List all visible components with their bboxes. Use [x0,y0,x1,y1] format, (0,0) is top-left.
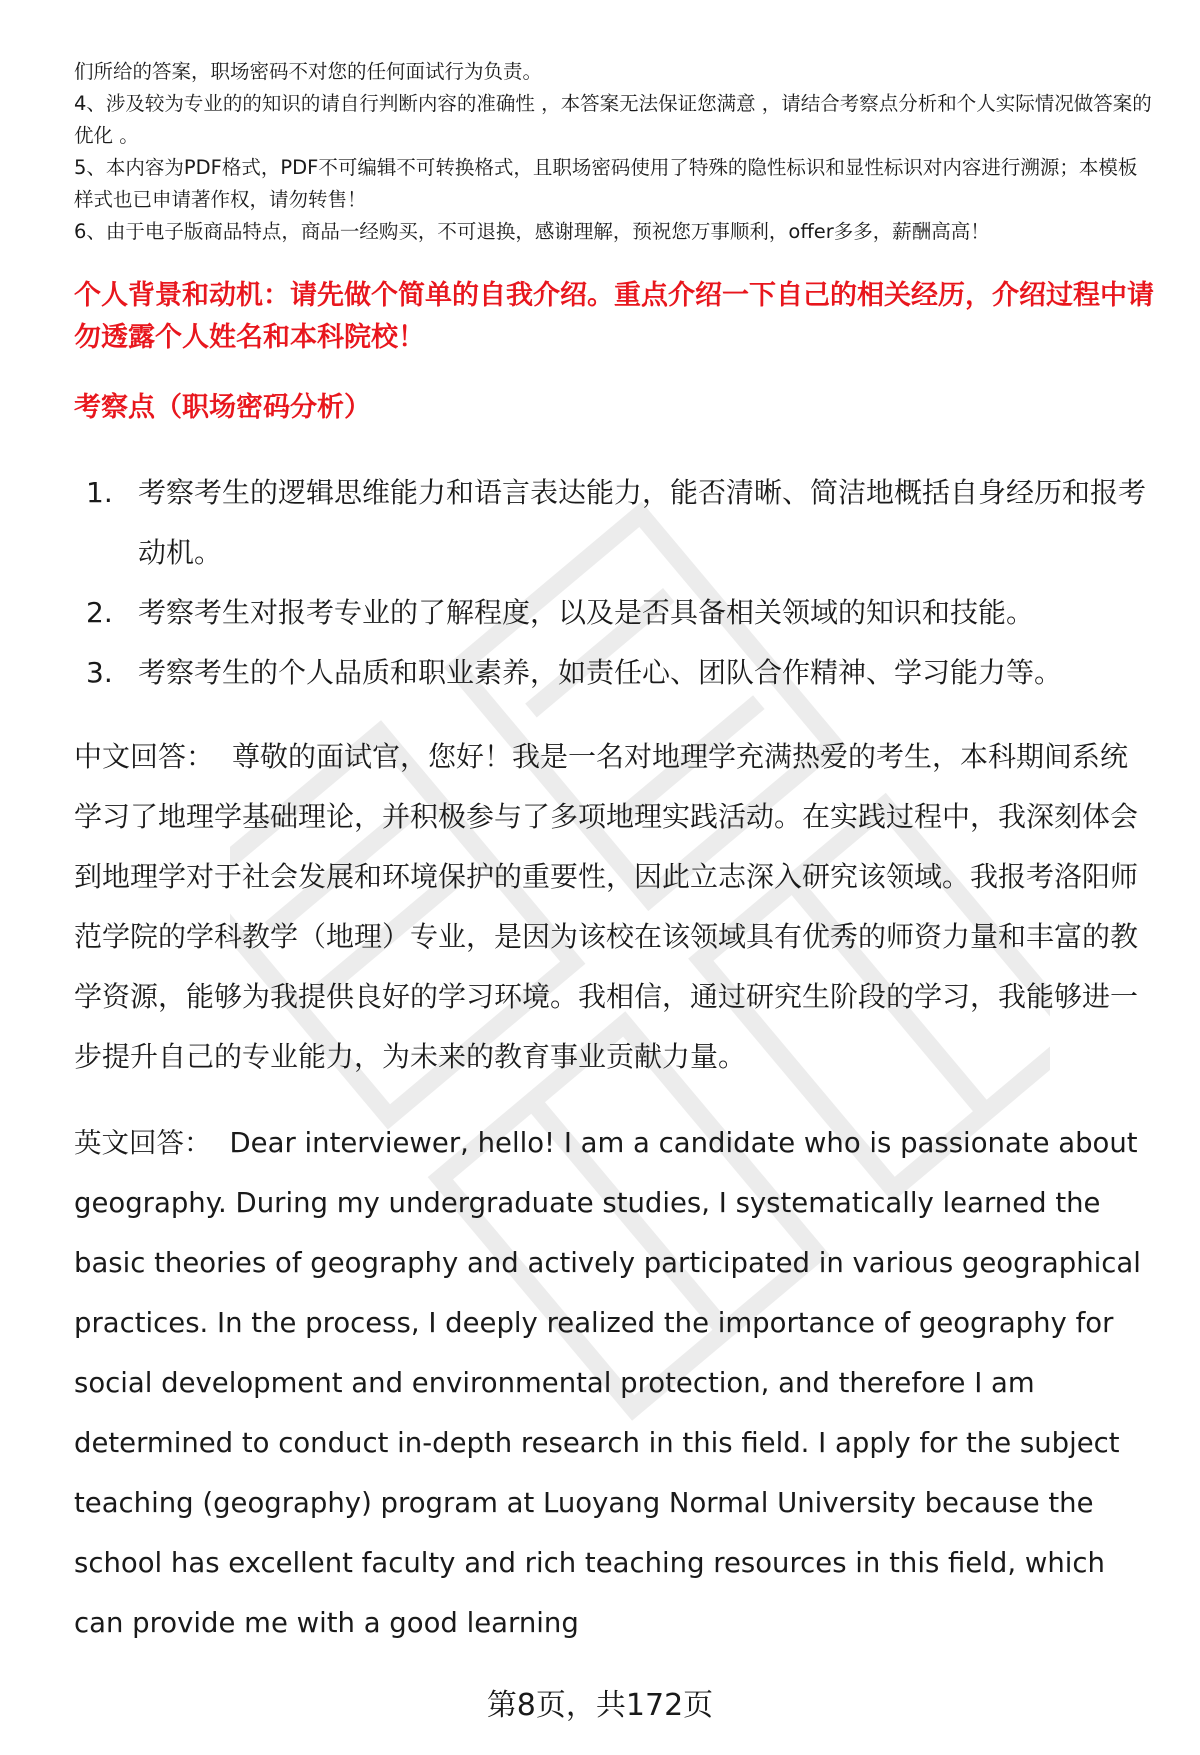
question-heading: 个人背景和动机：请先做个简单的自我介绍。重点介绍一下自己的相关经历，介绍过程中请勿透露个人姓名和本科院校！ [74,280,1154,353]
page-number-footer: 第8页，共172页 [486,1688,714,1723]
list-item-text: 考察考生对报考专业的了解程度，以及是否具备相关领域的知识和技能。 [138,596,1035,629]
english-answer [74,1113,1154,1653]
chinese-answer [74,727,1154,1087]
list-item-text: 考察考生的逻辑思维能力和语言表达能力，能否清晰、简洁地概括自身经历和报考动机。 [138,476,1147,569]
chinese-answer-label: 中文回答： [74,740,215,773]
list-item [74,643,1154,703]
list-item-number: 2. [86,596,113,629]
notice-section [74,56,1154,248]
list-item-number: 1. [86,476,113,509]
assessment-points-list [74,463,1154,703]
list-item-text: 考察考生的个人品质和职业素养，如责任心、团队合作精神、学习能力等。 [138,656,1063,689]
english-answer-label: 英文回答： [74,1127,212,1159]
list-item-number: 3. [86,656,113,689]
notice-item-4: 4、涉及较为专业的的知识的请自行判断内容的准确性 ，本答案无法保证您满意 ，请结合考察点分析和个人实际情况做答案的优化 。 [74,92,1152,147]
list-item [74,583,1154,643]
notice-item-5: 5、本内容为PDF格式，PDF不可编辑不可转换格式，且职场密码使用了特殊的隐性标识和显性标识对内容进行溯源；本模板样式也已申请著作权，请勿转售！ [74,156,1138,211]
notice-line: 们所给的答案，职场密码不对您的任何面试行为负责。 [74,60,543,83]
english-answer-text: Dear interviewer, hello! I am a candidate who is passionate about geography. During my undergraduate studies, I systematically learned the basic theories of geography and actively participated in various geographical practices. In the process, I deeply realized the importance of geography for social development and environmental protection, and therefore I am determined to conduct in-depth research in this field. I apply for the subject teaching (geography) program at Luoyang Normal University because the school has excellent faculty and rich teaching resources in this field, which can provide me with a good learning [74,1127,1141,1639]
chinese-answer-text: 尊敬的面试官，您好！我是一名对地理学充满热爱的考生，本科期间系统学习了地理学基础理论，并积极参与了多项地理实践活动。在实践过程中，我深刻体会到地理学对于社会发展和环境保护的重要性，因此立志深入研究该领域。我报考洛阳师范学院的学科教学（地理）专业，是因为该校在该领域具有优秀的师资力量和丰富的教学资源，能够为我提供良好的学习环境。我相信，通过研究生阶段的学习，我能够进一步提升自己的专业能力，为未来的教育事业贡献力量。 [74,740,1139,1073]
assessment-points-title: 考察点（职场密码分析） [74,392,371,423]
list-item [74,463,1154,583]
notice-item-6: 6、由于电子版商品特点，商品一经购买，不可退换，感谢理解，预祝您万事顺利，offer多多，薪酬高高！ [74,220,990,243]
